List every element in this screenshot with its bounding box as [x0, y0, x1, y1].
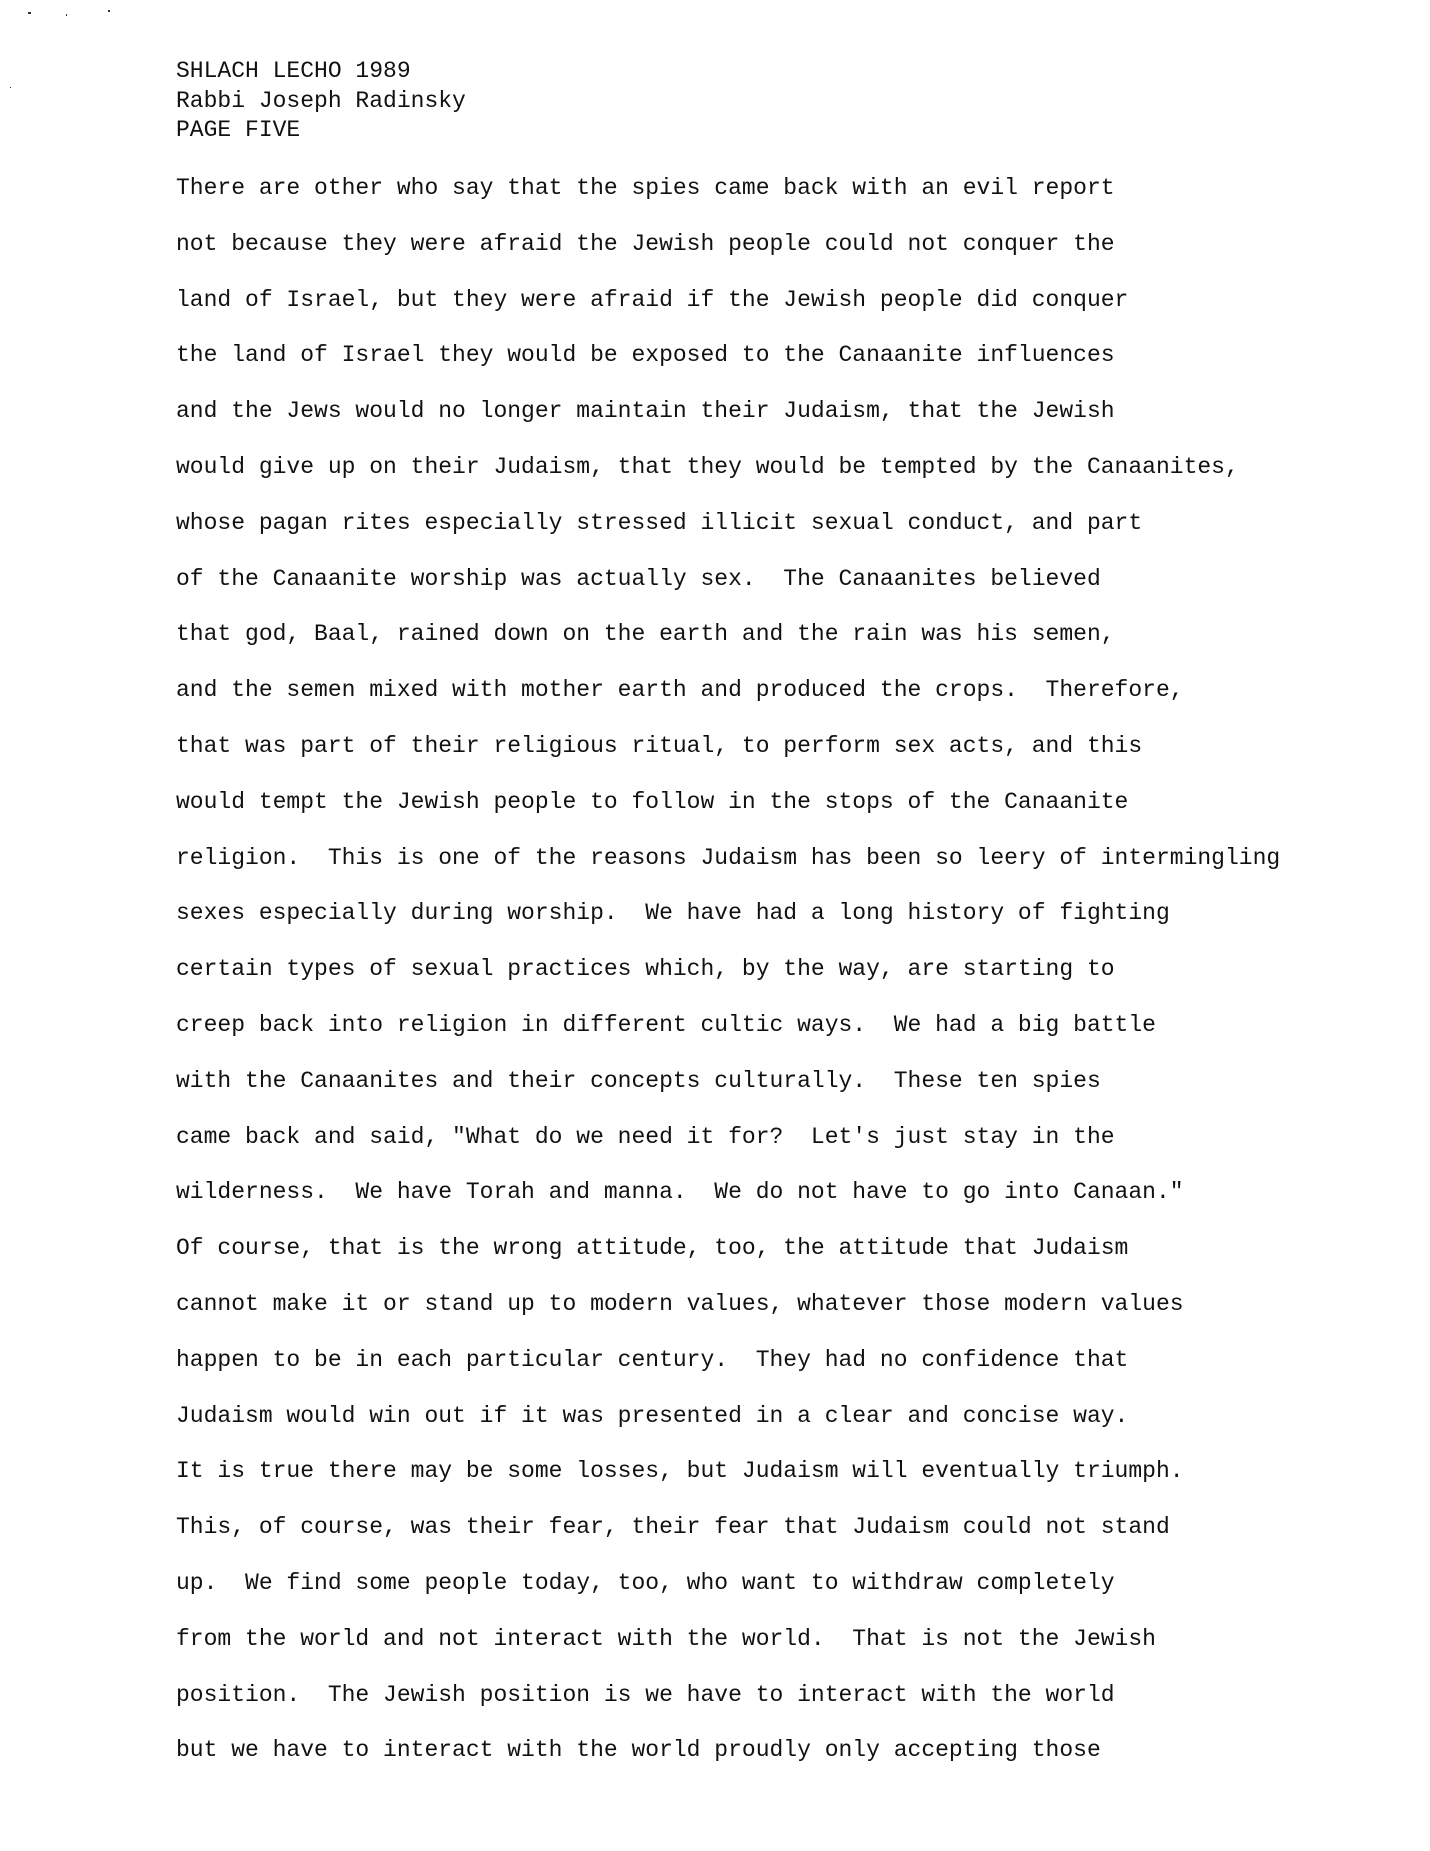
- text-line: wilderness. We have Torah and manna. We do not have to go into Canaan.": [176, 1179, 1184, 1206]
- text-line: up. We find some people today, too, who want to withdraw completely: [176, 1569, 1115, 1596]
- text-line: whose pagan rites especially stressed illicit sexual conduct, and part: [176, 509, 1143, 536]
- scan-speck: [66, 14, 67, 16]
- page-label: PAGE FIVE: [176, 117, 301, 143]
- text-line: with the Canaanites and their concepts culturally. These ten spies: [176, 1067, 1101, 1094]
- text-line: of the Canaanite worship was actually sex. The Canaanites believed: [176, 565, 1101, 592]
- document-header: [176, 57, 466, 146]
- document-title: SHLACH LECHO 1989: [176, 58, 411, 84]
- text-line: the land of Israel they would be exposed to the Canaanite influences: [176, 342, 1115, 369]
- text-line: There are other who say that the spies came back with an evil report: [176, 175, 1115, 201]
- text-line: This, of course, was their fear, their fear that Judaism could not stand: [176, 1514, 1170, 1541]
- text-line: not because they were afraid the Jewish people could not conquer the: [176, 230, 1115, 257]
- text-line: from the world and not interact with the world. That is not the Jewish: [176, 1625, 1156, 1652]
- text-line: would give up on their Judaism, that they would be tempted by the Canaanites,: [176, 453, 1239, 480]
- text-line: and the Jews would no longer maintain their Judaism, that the Jewish: [176, 398, 1115, 425]
- text-line: It is true there may be some losses, but Judaism will eventually triumph.: [176, 1458, 1184, 1485]
- text-line: came back and said, "What do we need it for? Let's just stay in the: [176, 1123, 1115, 1150]
- text-line: certain types of sexual practices which, by the way, are starting to: [176, 956, 1115, 983]
- text-line: Of course, that is the wrong attitude, too, the attitude that Judaism: [176, 1235, 1129, 1262]
- text-line: religion. This is one of the reasons Judaism has been so leery of intermingling: [176, 844, 1281, 871]
- scan-speck: [10, 87, 11, 88]
- text-line: land of Israel, but they were afraid if the Jewish people did conquer: [176, 286, 1129, 313]
- document-body: [176, 161, 1280, 1779]
- text-line: that god, Baal, rained down on the earth and the rain was his semen,: [176, 621, 1115, 648]
- document-author: Rabbi Joseph Radinsky: [176, 87, 466, 114]
- text-line: happen to be in each particular century. They had no confidence that: [176, 1346, 1129, 1373]
- scan-speck: [108, 10, 110, 12]
- text-line: that was part of their religious ritual, to perform sex acts, and this: [176, 732, 1143, 759]
- text-line: but we have to interact with the world proudly only accepting those: [176, 1737, 1101, 1764]
- text-line: would tempt the Jewish people to follow in the stops of the Canaanite: [176, 788, 1129, 815]
- text-line: Judaism would win out if it was presented in a clear and concise way.: [176, 1402, 1129, 1429]
- text-line: position. The Jewish position is we have to interact with the world: [176, 1681, 1115, 1708]
- text-line: creep back into religion in different cultic ways. We had a big battle: [176, 1011, 1156, 1038]
- scan-speck: [28, 12, 31, 14]
- text-line: sexes especially during worship. We have had a long history of fighting: [176, 900, 1170, 927]
- text-line: cannot make it or stand up to modern values, whatever those modern values: [176, 1290, 1184, 1317]
- text-line: and the semen mixed with mother earth and produced the crops. Therefore,: [176, 677, 1184, 704]
